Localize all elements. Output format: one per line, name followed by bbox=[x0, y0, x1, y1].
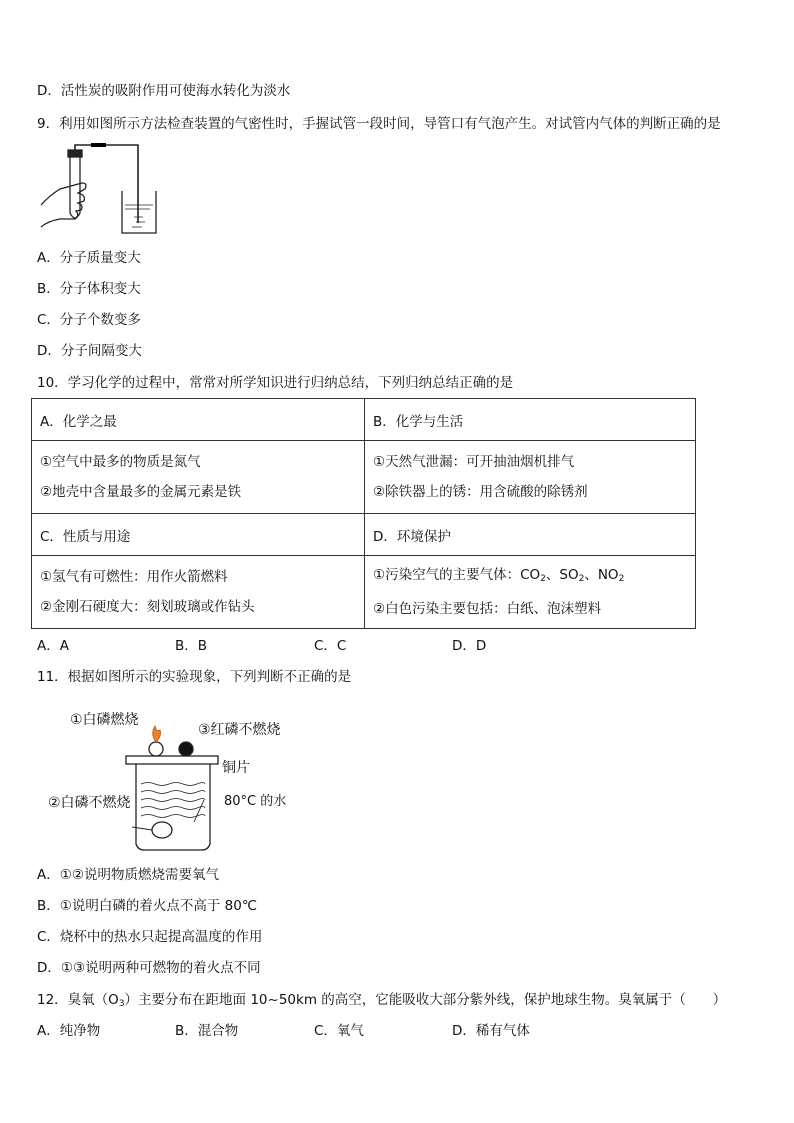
cell-a-line1: ①空气中最多的物质是氮气 bbox=[40, 454, 201, 470]
q10-option-a: A．A bbox=[37, 638, 69, 654]
cell-c-line2: ②金刚石硬度大：刻划玻璃或作钻头 bbox=[40, 599, 255, 615]
q12-option-c: C．氧气 bbox=[314, 1023, 364, 1039]
hand bbox=[41, 183, 86, 227]
cell-d-body bbox=[365, 556, 696, 629]
white-phosphorus-burning bbox=[149, 742, 163, 756]
cell-b-head: B．化学与生活 bbox=[365, 399, 696, 441]
label-white-no-burn: ②白磷不燃烧 bbox=[48, 795, 131, 811]
cell-c-line1: ①氢气有可燃性：用作火箭燃料 bbox=[40, 569, 228, 585]
cell-b-body bbox=[365, 441, 696, 514]
q9-option-a: A．分子质量变大 bbox=[37, 250, 141, 266]
submerged-white-phosphorus bbox=[152, 822, 172, 838]
label-red-no-burn: ③红磷不燃烧 bbox=[198, 722, 281, 738]
cell-c-body bbox=[32, 556, 365, 629]
label-white-burn: ①白磷燃烧 bbox=[70, 712, 139, 728]
q10-option-d: D．D bbox=[452, 638, 487, 654]
q9-airtightness-figure bbox=[38, 143, 168, 238]
cell-a-head: A．化学之最 bbox=[32, 399, 365, 441]
q11-option-a: A．①②说明物质燃烧需要氧气 bbox=[37, 867, 219, 883]
q10-option-b: B．B bbox=[175, 638, 208, 654]
cell-b-line1: ①天然气泄漏：可开抽油烟机排气 bbox=[373, 454, 575, 470]
red-phosphorus bbox=[179, 742, 193, 756]
q11-option-b: B．①说明白磷的着火点不高于 80℃ bbox=[37, 898, 257, 914]
q11-option-c: C．烧杯中的热水只起提高温度的作用 bbox=[37, 929, 263, 945]
q12-option-b: B．混合物 bbox=[175, 1023, 239, 1039]
cell-a-body bbox=[32, 441, 365, 514]
cell-c-head: C．性质与用途 bbox=[32, 514, 365, 556]
flame-icon bbox=[153, 726, 161, 742]
q11-stem: 11．根据如图所示的实验现象，下列判断不正确的是 bbox=[37, 669, 352, 685]
q9-option-c: C．分子个数变多 bbox=[37, 312, 141, 328]
q9-stem: 9．利用如图所示方法检查装置的气密性时，手握试管一段时间，导管口有气泡产生。对试管内气体的判断正确的是 bbox=[37, 116, 721, 132]
q10-summary-table bbox=[31, 398, 696, 629]
cell-a-line2: ②地壳中含量最多的金属元素是铁 bbox=[40, 484, 242, 500]
stopper bbox=[68, 150, 82, 157]
cell-d-line1: ①污染空气的主要气体：$CO_2$、$SO_2$、$NO_2$ bbox=[373, 567, 625, 584]
q11-combustion-figure bbox=[44, 704, 294, 854]
q10-stem: 10．学习化学的过程中，常常对所学知识进行归纳总结，下列归纳总结正确的是 bbox=[37, 375, 514, 391]
label-copper: 铜片 bbox=[222, 760, 250, 776]
q12-option-d: D．稀有气体 bbox=[452, 1023, 530, 1039]
q10-option-c: C．C bbox=[314, 638, 347, 654]
label-water: 80°C 的水 bbox=[224, 794, 287, 809]
copper-sheet bbox=[126, 756, 218, 764]
q8-option-d: D．活性炭的吸附作用可使海水转化为淡水 bbox=[37, 83, 291, 99]
cell-d-head: D．环境保护 bbox=[365, 514, 696, 556]
q9-option-d: D．分子间隔变大 bbox=[37, 343, 142, 359]
q9-option-b: B．分子体积变大 bbox=[37, 281, 141, 297]
cell-b-line2: ②除铁器上的锈：用含硫酸的除锈剂 bbox=[373, 484, 588, 500]
q12-option-a: A．纯净物 bbox=[37, 1023, 101, 1039]
q11-option-d: D．①③说明两种可燃物的着火点不同 bbox=[37, 960, 261, 976]
cell-d-line2: ②白色污染主要包括：白纸、泡沫塑料 bbox=[373, 601, 602, 617]
q12-stem: 12．臭氧$(O_3)$主要分布在距地面 10~50km 的高空，它能吸收大部分紫外线，保护地球生物。臭氧属于（ ） bbox=[37, 992, 727, 1009]
